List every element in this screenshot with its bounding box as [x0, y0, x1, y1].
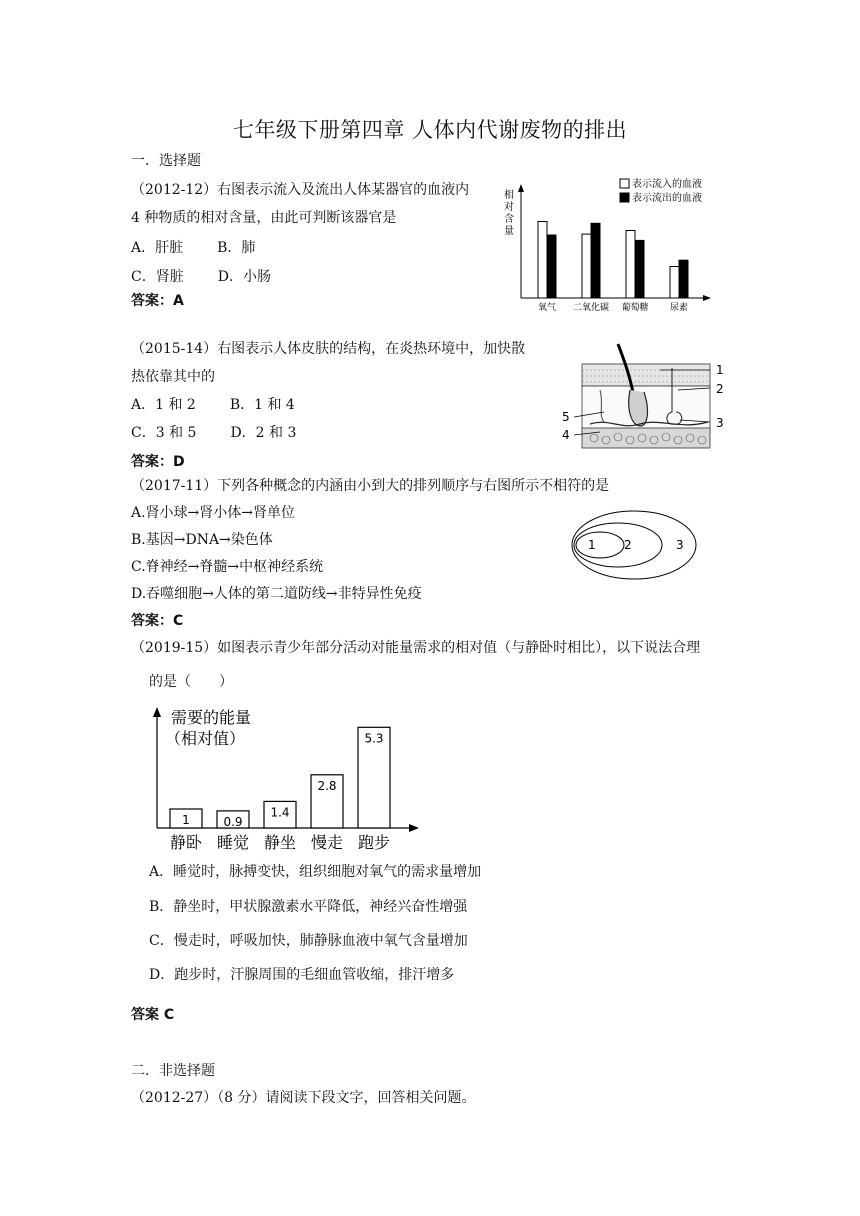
q1-stem-line1: （2012-12）右图表示流入及流出人体某器官的血液内 — [131, 182, 470, 198]
page-title: 七年级下册第四章 人体内代谢废物的排出 — [232, 118, 628, 142]
q4-stem-line1: （2019-15）如图表示青少年部分活动对能量需求的相对值（与静卧时相比），以下说法合理 — [131, 640, 701, 656]
q4-stem-line2: 的是（ ） — [149, 674, 233, 690]
q2-stem-line1: （2015-14）右图表示人体皮肤的结构，在炎热环境中，加快散 — [131, 341, 526, 357]
q1-options-row2 — [131, 267, 271, 287]
q3-option-a: A.肾小球→肾小体→肾单位 — [131, 505, 296, 521]
q4-option-c: C．慢走时，呼吸加快，肺静脉血液中氧气含量增加 — [149, 933, 468, 949]
skin-label-1: 1 — [716, 363, 724, 377]
fig1-ylabel-char: 含 — [504, 214, 514, 225]
q1-stem-line2: 4 种物质的相对含量，由此可判断该器官是 — [131, 210, 397, 226]
q1-options-row1 — [131, 238, 255, 258]
fig1-bar-in — [582, 234, 591, 298]
ellipse-label-1: 1 — [588, 538, 596, 552]
q1-bar-chart — [500, 170, 720, 320]
q2-options-row2 — [131, 423, 296, 443]
q1-option-b: B．肺 — [217, 240, 256, 256]
fig1-y-arrow — [518, 184, 524, 192]
q2-answer: 答案：D — [131, 454, 185, 470]
fig4-value-label: 0.9 — [223, 814, 243, 829]
fig4-value-label: 5.3 — [364, 731, 384, 746]
legend-label-in: 表示流入的血液 — [632, 179, 702, 190]
nested-ellipses-figure — [568, 508, 703, 588]
legend-label-out: 表示流出的血液 — [632, 193, 702, 204]
section-heading-choice: 一．选择题 — [131, 153, 201, 169]
fig1-bar-out — [679, 260, 688, 298]
q2-option-d: D．2 和 3 — [230, 425, 297, 441]
fig1-ylabel-char: 相 — [504, 190, 514, 201]
skin-label-2: 2 — [716, 382, 724, 396]
fig4-category-label: 跑步 — [357, 833, 391, 852]
q4-option-b: B．静坐时，甲状腺激素水平降低，神经兴奋性增强 — [149, 899, 468, 915]
fig4-value-label: 1 — [182, 813, 190, 827]
q3-answer: 答案：C — [131, 613, 184, 629]
legend-swatch-out — [620, 193, 629, 202]
q2-option-c: C．3 和 5 — [131, 425, 197, 441]
fig4-x-arrow — [409, 824, 419, 832]
fig1-bar-out — [591, 223, 600, 298]
fig1-category-label: 葡萄糖 — [621, 303, 649, 313]
fig1-ylabel-char: 量 — [504, 226, 514, 237]
q4-option-a: A．睡觉时，脉搏变快，组织细胞对氧气的需求量增加 — [149, 864, 482, 880]
fig1-ylabel-char: 对 — [504, 202, 514, 213]
q3-stem: （2017-11）下列各种概念的内涵由小到大的排列顺序与右图所示不相符的是 — [131, 478, 610, 494]
q4-option-d: D．跑步时，汗腺周围的毛细血管收缩，排汗增多 — [149, 967, 455, 983]
fig4-category-label: 静坐 — [263, 833, 297, 852]
fig4-category-label: 慢走 — [310, 833, 344, 852]
fig4-ylabel-line2: （相对值） — [165, 729, 246, 748]
q1-option-d: D．小肠 — [217, 269, 271, 285]
ellipse-1 — [576, 532, 624, 558]
fig1-bar-out — [547, 235, 556, 298]
fig1-bar-in — [670, 267, 679, 299]
fig4-category-label: 睡觉 — [216, 833, 250, 852]
q5-stem: （2012-27）（8 分）请阅读下段文字，回答相关问题。 — [131, 1090, 476, 1106]
skin-label-3: 3 — [716, 416, 724, 430]
energy-bar-chart — [145, 700, 430, 860]
q1-option-a: A．肝脏 — [131, 240, 184, 256]
skin-label-4: 4 — [562, 428, 570, 442]
fig1-x-arrow — [703, 295, 711, 301]
fig4-value-label: 1.4 — [270, 805, 290, 820]
fig1-bar-in — [538, 222, 547, 299]
skin-label-5: 5 — [562, 410, 570, 424]
q1-option-c: C．肾脏 — [131, 269, 184, 285]
fig1-bar-out — [635, 240, 644, 298]
fig1-bar-in — [626, 231, 635, 299]
ellipse-label-2: 2 — [624, 538, 632, 552]
fig4-value-label: 2.8 — [317, 778, 337, 793]
fig4-ylabel-line1: 需要的能量 — [171, 708, 252, 727]
q4-answer: 答案 C — [131, 1007, 175, 1023]
fig1-category-label: 二氧化碳 — [572, 303, 610, 313]
fig4-category-label: 静卧 — [169, 833, 203, 852]
fig1-category-label: 氧气 — [537, 303, 557, 313]
q2-option-b: B．1 和 4 — [229, 397, 295, 413]
fig1-ylabel — [504, 188, 514, 237]
fig4-y-arrow — [153, 707, 161, 717]
skin-structure-figure — [560, 340, 735, 455]
q3-option-b: B.基因→DNA→染色体 — [131, 532, 273, 548]
q3-option-d: D.吞噬细胞→人体的第二道防线→非特异性免疫 — [131, 586, 422, 602]
q2-option-a: A．1 和 2 — [131, 397, 196, 413]
q2-stem-line2: 热依靠其中的 — [131, 369, 215, 385]
epidermis-layer — [582, 364, 710, 386]
ellipse-label-3: 3 — [676, 538, 684, 552]
legend-swatch-in — [620, 179, 629, 188]
fig1-category-label: 尿素 — [669, 303, 689, 313]
section-heading-non-choice: 二．非选择题 — [131, 1063, 215, 1079]
q1-answer: 答案：A — [131, 293, 184, 309]
q3-option-c: C.脊神经→脊髓→中枢神经系统 — [131, 559, 324, 575]
q2-options-row1 — [131, 395, 295, 415]
